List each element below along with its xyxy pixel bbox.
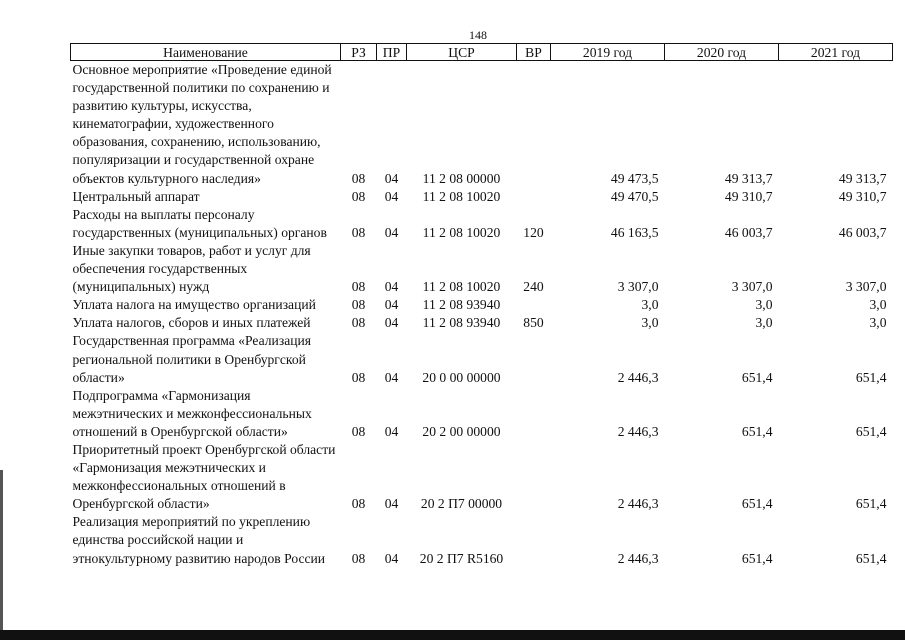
row-2021: 3,0 — [869, 297, 887, 313]
row-pr: 04 — [384, 315, 399, 331]
row-vr — [517, 513, 551, 567]
table-row — [71, 387, 893, 441]
row-2019: 2 446,3 — [617, 369, 659, 385]
row-name: Подпрограмма «Гармонизация межэтнических и межконфессиональных отношений в Оренбургской области» — [72, 387, 312, 439]
row-2021: 3 307,0 — [845, 279, 887, 295]
scan-left-edge — [0, 470, 3, 630]
row-2020: 651,4 — [741, 550, 773, 566]
table-row — [71, 513, 893, 567]
row-2020: 3,0 — [755, 315, 773, 331]
row-2021: 49 313,7 — [838, 170, 887, 186]
row-2021: 3,0 — [869, 315, 887, 331]
row-csr: 20 0 00 00000 — [422, 369, 501, 385]
row-vr — [517, 332, 551, 386]
row-pr: 04 — [384, 496, 399, 512]
row-csr: 11 2 08 93940 — [422, 315, 501, 331]
row-2020: 46 003,7 — [724, 224, 773, 240]
table-body — [71, 61, 893, 568]
row-name: Центральный аппарат — [72, 188, 200, 204]
budget-table — [70, 43, 893, 568]
row-vr — [517, 61, 551, 188]
row-2021: 49 310,7 — [838, 188, 887, 204]
table-row — [71, 188, 893, 206]
row-pr: 04 — [384, 423, 399, 439]
row-rz: 08 — [351, 188, 366, 204]
row-name: Приоритетный проект Оренбургской области «Гармонизация межэтнических и межконфессиональных отношений в Оренбургской области» — [72, 441, 336, 512]
scan-bottom-edge — [0, 630, 905, 640]
page-number: 148 — [469, 28, 487, 42]
table-row — [71, 61, 893, 188]
row-2020: 651,4 — [741, 496, 773, 512]
table-row — [71, 314, 893, 332]
row-csr: 11 2 08 00000 — [422, 170, 501, 186]
header-rz: РЗ — [341, 44, 377, 61]
row-csr: 20 2 П7 00000 — [420, 496, 503, 512]
row-2019: 2 446,3 — [617, 550, 659, 566]
row-vr — [517, 387, 551, 441]
row-2019: 2 446,3 — [617, 496, 659, 512]
row-name: Уплата налога на имущество организаций — [72, 297, 316, 313]
row-pr: 04 — [384, 279, 399, 295]
row-name: Государственная программа «Реализация региональной политики в Оренбургской области» — [72, 333, 312, 385]
header-2021: 2021 год — [779, 44, 893, 61]
row-2020: 3,0 — [755, 297, 773, 313]
row-rz: 08 — [351, 369, 366, 385]
row-vr — [517, 441, 551, 513]
header-pr: ПР — [377, 44, 407, 61]
row-csr: 11 2 08 10020 — [422, 188, 501, 204]
row-name: Основное мероприятие «Проведение единой государственной политики по сохранению и развитию культуры, искусства, кинематографии, художественного образования, сохранению, использованию, популяризации и государственной охране объектов культурного наследия» — [72, 62, 332, 186]
row-name: Расходы на выплаты персоналу государственных (муниципальных) органов — [72, 206, 327, 240]
row-2019: 3 307,0 — [617, 279, 659, 295]
header-vr: ВР — [517, 44, 551, 61]
row-rz: 08 — [351, 224, 366, 240]
row-name: Уплата налогов, сборов и иных платежей — [72, 315, 311, 331]
row-2019: 49 470,5 — [610, 188, 659, 204]
row-2021: 651,4 — [855, 496, 887, 512]
row-name: Иные закупки товаров, работ и услуг для обеспечения государственных (муниципальных) нужд — [72, 242, 311, 295]
row-pr: 04 — [384, 224, 399, 240]
row-rz: 08 — [351, 550, 366, 566]
table-row — [71, 296, 893, 314]
row-vr: 850 — [523, 315, 544, 331]
row-pr: 04 — [384, 550, 399, 566]
row-rz: 08 — [351, 297, 366, 313]
row-2021: 651,4 — [855, 423, 887, 439]
header-2019: 2019 год — [551, 44, 665, 61]
row-rz: 08 — [351, 170, 366, 186]
row-rz: 08 — [351, 496, 366, 512]
table-row — [71, 206, 893, 242]
row-2021: 46 003,7 — [838, 224, 887, 240]
row-csr: 11 2 08 10020 — [422, 224, 501, 240]
row-2020: 49 310,7 — [724, 188, 773, 204]
row-2021: 651,4 — [855, 550, 887, 566]
row-csr: 20 2 00 00000 — [422, 423, 501, 439]
row-vr: 240 — [523, 279, 544, 295]
table-row — [71, 332, 893, 386]
row-2019: 49 473,5 — [610, 170, 659, 186]
row-pr: 04 — [384, 188, 399, 204]
row-2019: 2 446,3 — [617, 423, 659, 439]
row-vr — [517, 188, 551, 206]
row-rz: 08 — [351, 279, 366, 295]
row-rz: 08 — [351, 423, 366, 439]
row-2020: 3 307,0 — [731, 279, 773, 295]
header-csr: ЦСР — [407, 44, 517, 61]
row-2020: 651,4 — [741, 423, 773, 439]
row-name: Реализация мероприятий по укреплению единства российской нации и этнокультурному развитию народов России — [72, 514, 326, 566]
row-2020: 49 313,7 — [724, 170, 773, 186]
row-2019: 3,0 — [641, 315, 659, 331]
row-pr: 04 — [384, 170, 399, 186]
table-row — [71, 441, 893, 513]
row-2020: 651,4 — [741, 369, 773, 385]
table-header-row — [71, 44, 893, 61]
row-2019: 46 163,5 — [610, 224, 659, 240]
header-name: Наименование — [71, 44, 341, 61]
row-csr: 11 2 08 93940 — [422, 297, 501, 313]
row-pr: 04 — [384, 369, 399, 385]
row-vr: 120 — [523, 224, 544, 240]
row-vr — [517, 296, 551, 314]
row-csr: 20 2 П7 R5160 — [419, 550, 504, 566]
row-2019: 3,0 — [641, 297, 659, 313]
row-csr: 11 2 08 10020 — [422, 279, 501, 295]
row-pr: 04 — [384, 297, 399, 313]
row-2021: 651,4 — [855, 369, 887, 385]
table-row — [71, 242, 893, 296]
header-2020: 2020 год — [665, 44, 779, 61]
row-rz: 08 — [351, 315, 366, 331]
